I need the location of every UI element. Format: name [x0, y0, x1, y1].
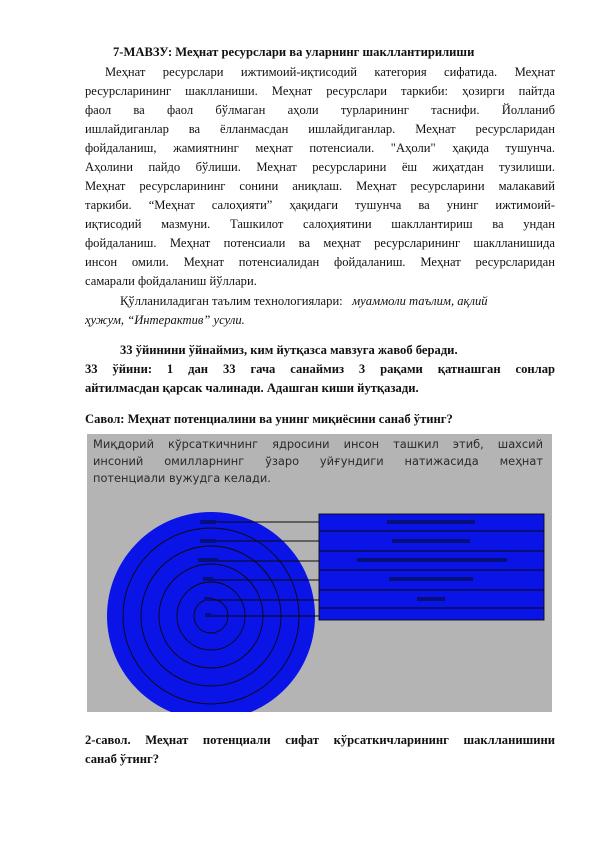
paragraph-line: Меҳнат ресурсларининг сонини аниқлаш. Меҳнат ресурсларини малакавий: [85, 179, 555, 193]
figure-text: потенциали вужудга келади.: [93, 471, 271, 485]
label-panel: [319, 514, 544, 620]
paragraph-line: Меҳнат ресурслари ижтимоий-иқтисодий категория сифатида. Меҳнат: [105, 65, 555, 79]
figure-text: инсоний омилларнинг ўзаро уйғундиги натижасида меҳнат: [93, 454, 543, 468]
methods-line: [120, 292, 555, 310]
illegible-label: [204, 597, 212, 601]
methods-label: Қўлланиладиган таълим технологиялари:: [120, 294, 343, 308]
paragraph-line: фойдаланиш, жамиятнинг меҳнат потенсиали. "Аҳоли" ҳақида тушунча.: [85, 141, 555, 155]
methods-value-cont: ҳужум, “Интерактив” усули.: [85, 313, 245, 327]
game-heading: 33 ўйинини ўйнаймиз, ким йутқазса мавзуга жавоб беради.: [120, 343, 458, 357]
illegible-label: [200, 520, 216, 524]
question-1: Савол: Меҳнат потенциалини ва унинг миқиёсини санаб ўтинг?: [85, 412, 453, 426]
figure-text: Миқдорий кўрсаткичнинг ядросини инсон ташкил этиб, шахсий: [93, 437, 543, 451]
paragraph-line: ишлайдиганлар ва ёлланмасдан ишлайдиганлар. Меҳнат ресурсларидан: [85, 122, 555, 136]
paragraph-line: фойдаланиш. Меҳнат потенсиали ва меҳнат ресурсларининг шаклланишида: [85, 236, 555, 250]
paragraph-line: самарали фойдаланиш йўллари.: [85, 274, 257, 288]
illegible-label: [198, 558, 218, 562]
illegible-label: [200, 539, 216, 543]
illegible-label: [357, 558, 507, 562]
paragraph-line: ресурсларининг шаклланиши. Меҳнат ресурслари таркиби: ҳозирги пайтда: [85, 84, 555, 98]
paragraph-line: Аҳолини пайдо бўлиши. Меҳнат ресурсларини ёш жиҳатдан тузилиши.: [85, 160, 555, 174]
question-2: 2-савол. Меҳнат потенциали сифат кўрсаткичларининг шаклланишини: [85, 733, 555, 747]
illegible-label: [417, 597, 445, 601]
paragraph-line: фаол ва фаол бўлмаган аҳоли турларининг таснифи. Йолланиб: [85, 103, 555, 117]
game-rule: айтилмасдан қарсак чалинади. Адашган киши йутқазади.: [85, 381, 419, 395]
illegible-label: [203, 577, 213, 581]
methods-value: муаммоли таълим, ақлий: [352, 294, 488, 308]
potential-diagram: [87, 434, 552, 712]
potential-figure: [87, 434, 552, 712]
illegible-label: [389, 577, 473, 581]
illegible-label: [387, 520, 475, 524]
paragraph-line: таркиби. “Меҳнат салоҳияти” ҳақидаги тушунча ва унинг ижтимоий-: [85, 198, 555, 212]
page-title: 7-МАВЗУ: Меҳнат ресурслари ва уларнинг шакллантирилиши: [113, 45, 475, 59]
illegible-label: [392, 539, 470, 543]
paragraph-line: инсон омили. Меҳнат потенсиалидан фойдаланиш. Меҳнат ресурсларидан: [85, 255, 555, 269]
game-rule: 33 ўйини: 1 дан 33 гача санаймиз 3 рақами қатнашган сонлар: [85, 362, 555, 376]
question-2-cont: санаб ўтинг?: [85, 752, 160, 766]
illegible-label: [205, 613, 211, 617]
paragraph-line: иқтисодий мазмуни. Ташкилот салоҳиятини шакллантириш ва ундан: [85, 217, 555, 231]
